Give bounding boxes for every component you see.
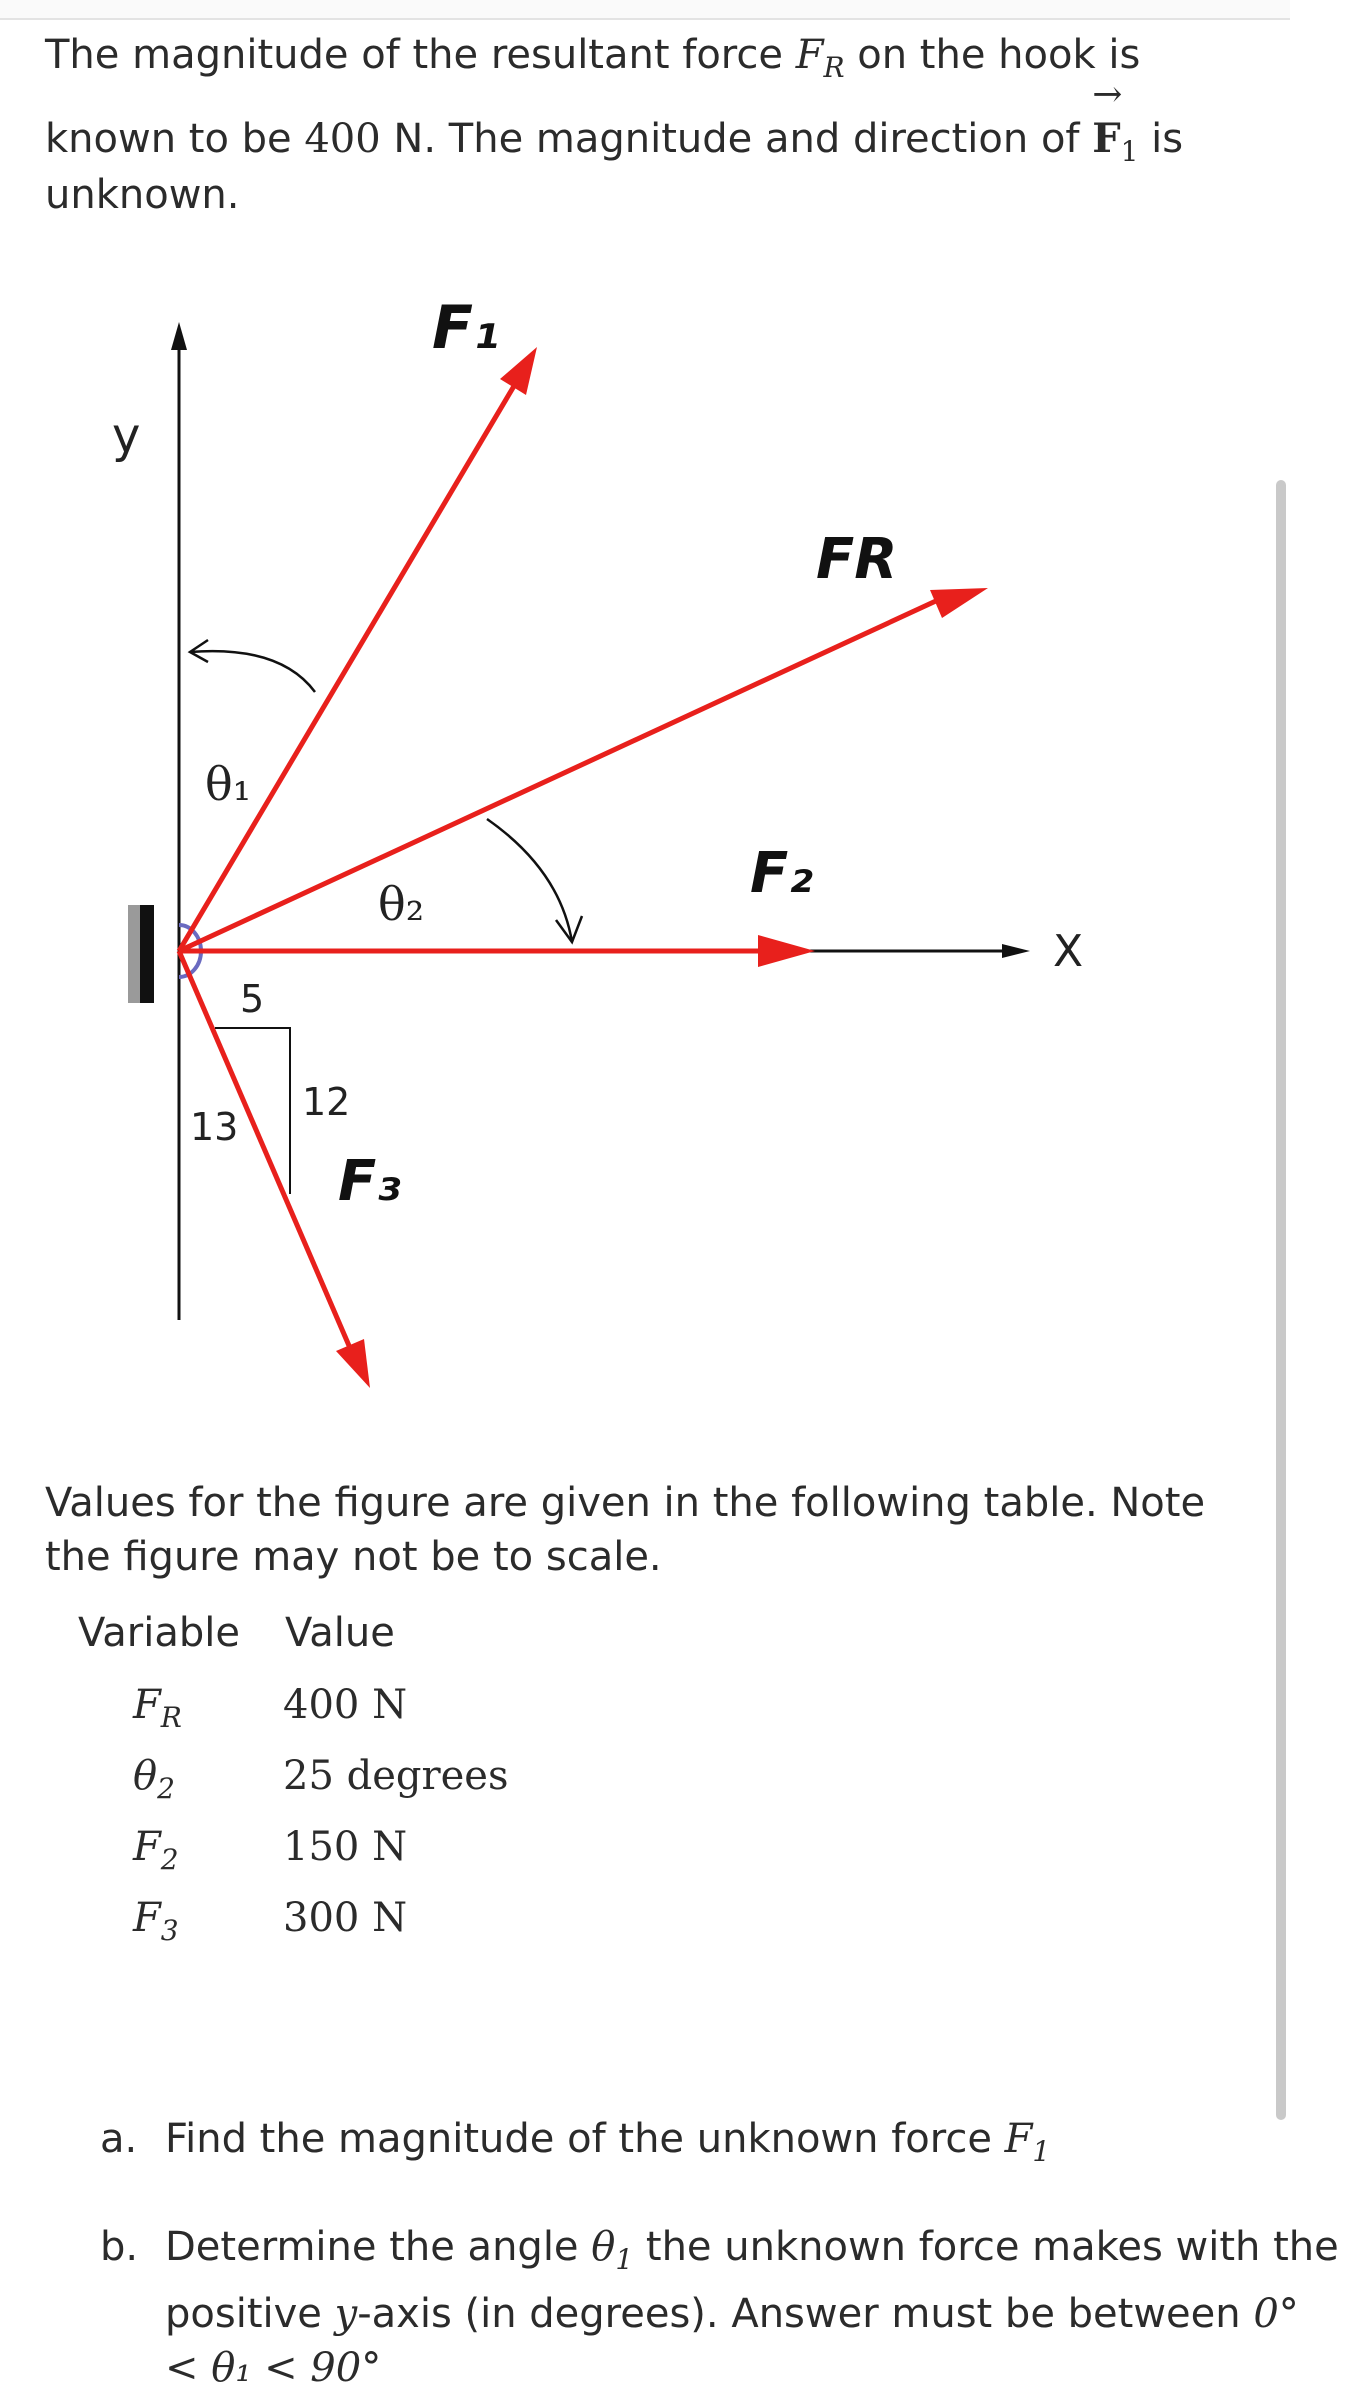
intro-text: on the hook is bbox=[844, 32, 1141, 78]
y-axis-label: y bbox=[112, 408, 141, 464]
scrollbar[interactable] bbox=[1276, 480, 1286, 2120]
intro-text: is bbox=[1138, 116, 1184, 162]
vector-symbol: → $F_1$ bbox=[1092, 112, 1138, 179]
intro-text: N. The magnitude and direction of bbox=[380, 116, 1093, 162]
value-cell: 150 N bbox=[283, 1824, 408, 1870]
force-F3-label: F₃ bbox=[338, 1149, 401, 1214]
table-row bbox=[78, 1682, 678, 1742]
intro-line-1 bbox=[45, 28, 1225, 95]
header-variable: Variable bbox=[78, 1610, 240, 1656]
x-axis-arrowhead-icon bbox=[1002, 944, 1030, 958]
force-F3-shaft bbox=[179, 951, 350, 1348]
table-row bbox=[78, 1895, 678, 1955]
question-letter: a. bbox=[100, 2116, 138, 2162]
value-cell: 300 N bbox=[283, 1895, 408, 1941]
intro-text: The magnitude of the resultant force bbox=[45, 32, 796, 78]
slope-label-12: 12 bbox=[302, 1080, 351, 1124]
wall-mount bbox=[140, 905, 154, 1003]
variable-cell: $F_3$ bbox=[133, 1895, 179, 1947]
table-row bbox=[78, 1824, 678, 1884]
value-cell: 400 N bbox=[283, 1682, 408, 1728]
slope-label-13: 13 bbox=[190, 1105, 239, 1149]
variable-cell: $\theta_2$ bbox=[133, 1753, 175, 1805]
force-FR-label: FR bbox=[816, 527, 898, 592]
force-diagram bbox=[40, 260, 1084, 1410]
table-row bbox=[78, 1753, 678, 1813]
variable-cell: $F_R$ bbox=[133, 1682, 182, 1734]
intro-number: 400 bbox=[304, 116, 381, 162]
question-text: Determine the angle $\theta_1$ the unknown force makes with the positive y-axis (in degrees). Answer must be between 0° < θ₁ < 90° bbox=[165, 2224, 1339, 2391]
theta2-label: θ₂ bbox=[378, 877, 425, 931]
value-cell: 25 degrees bbox=[283, 1753, 509, 1799]
question-letter: b. bbox=[100, 2224, 139, 2270]
math-symbol: $F_R$ bbox=[795, 32, 845, 84]
table-header bbox=[78, 1610, 678, 1670]
intro-line-3 bbox=[45, 168, 1225, 222]
x-axis-label: X bbox=[1053, 926, 1084, 977]
intro-text: known to be bbox=[45, 116, 305, 162]
force-F2-arrowhead-icon bbox=[758, 935, 815, 967]
force-F2-label: F₂ bbox=[750, 841, 813, 906]
question-text: Find the magnitude of the unknown force $F_1$ bbox=[165, 2116, 1051, 2168]
force-F1-arrowhead-icon bbox=[500, 347, 537, 395]
vector-arrow-icon: → bbox=[1092, 74, 1123, 115]
top-divider bbox=[0, 0, 1290, 20]
slope-label-5: 5 bbox=[240, 977, 265, 1021]
intro-text: unknown. bbox=[45, 172, 240, 218]
force-F3-arrowhead-icon bbox=[336, 1339, 370, 1388]
values-note: Values for the figure are given in the following table. Note the figure may not be to scale. bbox=[45, 1480, 1206, 1580]
force-FR-arrowhead-icon bbox=[930, 588, 988, 618]
theta1-label: θ₁ bbox=[205, 757, 252, 811]
force-F1-label: F₁ bbox=[432, 293, 500, 363]
force-F1-shaft bbox=[179, 386, 514, 951]
theta1-arc bbox=[190, 651, 315, 692]
header-value: Value bbox=[285, 1610, 395, 1656]
variable-cell: $F_2$ bbox=[133, 1824, 179, 1876]
y-axis-arrowhead-icon bbox=[171, 322, 187, 350]
